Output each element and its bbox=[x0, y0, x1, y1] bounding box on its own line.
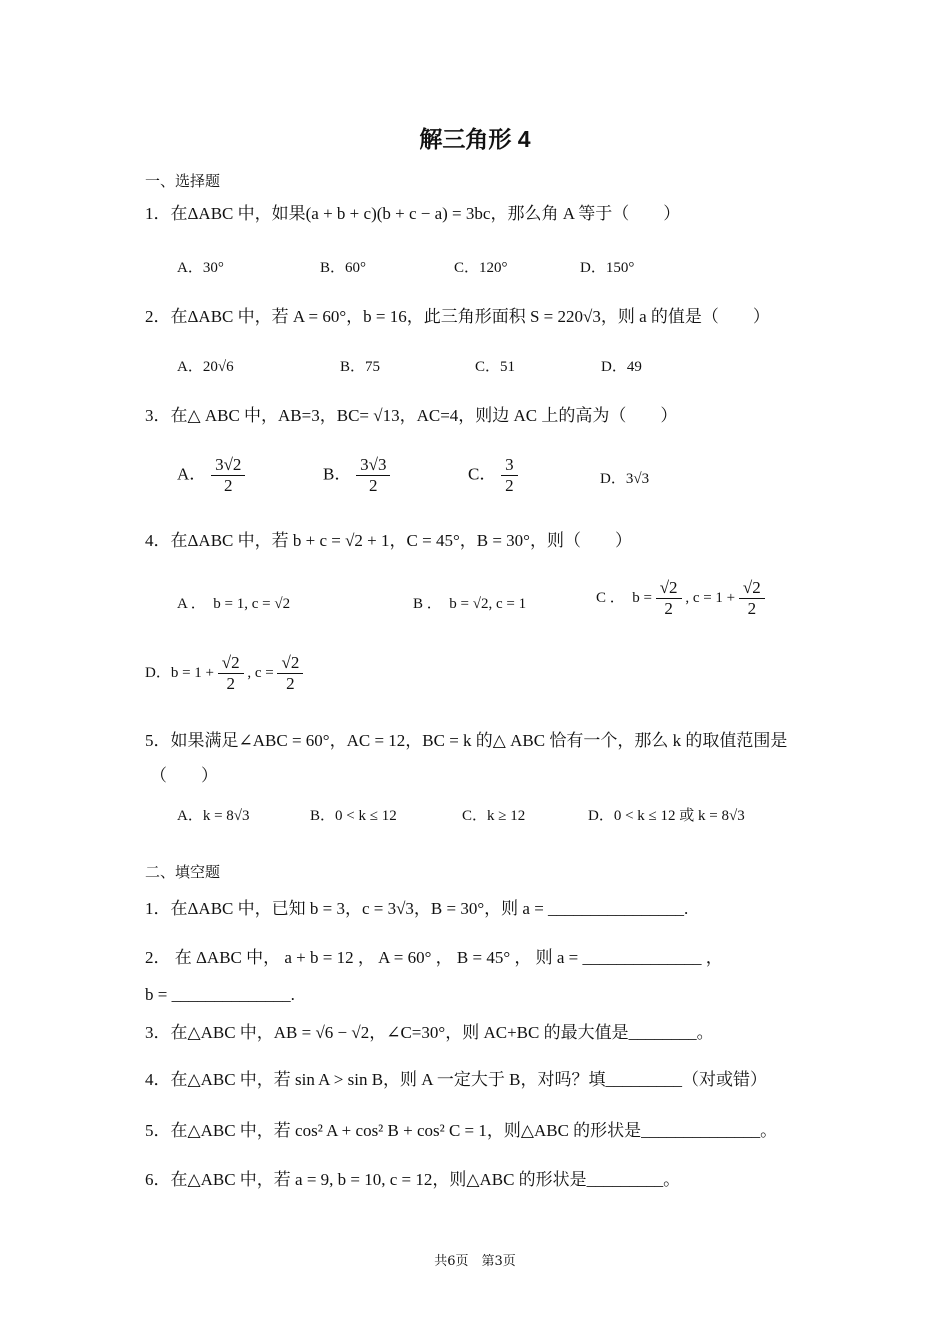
fill-question-3: 3．在△ABC 中，AB = √6 − √2，∠C=30°，则 AC+BC 的最大值是________。 bbox=[145, 1023, 714, 1042]
q1-option-c: C．120° bbox=[454, 260, 508, 276]
q4-option-d: D．b = 1 + $\frac{√2}{2}$ , c = $\frac{√2}{2}$ bbox=[145, 653, 303, 694]
page-footer: 共6页 第3页 bbox=[434, 1254, 516, 1269]
q1-option-d: D．150° bbox=[580, 260, 635, 276]
fill-question-4: 4．在△ABC 中，若 sin A > sin B，则 A 一定大于 B，对吗？填_________（对或错） bbox=[145, 1070, 767, 1089]
q1-option-b: B．60° bbox=[320, 260, 367, 276]
q3-option-d: D．3√3 bbox=[600, 471, 650, 487]
fraction: $\frac{√2}{2}$ bbox=[218, 653, 244, 694]
q3-option-c: C． $\frac{3}{2}$ bbox=[468, 455, 518, 496]
q2-option-a: A．20√6 bbox=[177, 359, 234, 375]
question-5-bracket: （ ） bbox=[150, 766, 218, 785]
q2-option-b: B．75 bbox=[340, 359, 381, 375]
fraction: $\frac{3√3}{2}$ bbox=[356, 455, 390, 496]
question-1: 1．在ΔABC 中，如果(a + b + c)(b + c − a) = 3bc，那么角 A 等于（ ） bbox=[145, 204, 681, 223]
section-fill-heading: 二、填空题 bbox=[145, 863, 221, 881]
q5-option-b: B．0 < k ≤ 12 bbox=[310, 808, 397, 824]
fraction: $\frac{3}{2}$ bbox=[501, 455, 518, 496]
fraction: $\frac{√2}{2}$ bbox=[739, 578, 765, 619]
q3-option-b: B． $\frac{3√3}{2}$ bbox=[323, 455, 390, 496]
page-title: 解三角形 4 bbox=[419, 126, 531, 152]
q4-option-a: A ． b = 1, c = √2 bbox=[177, 596, 291, 612]
q5-option-a: A．k = 8√3 bbox=[177, 808, 250, 824]
fill-question-1: 1．在ΔABC 中，已知 b = 3，c = 3√3，B = 30°，则 a = ________________. bbox=[145, 899, 689, 918]
q5-option-d: D．0 < k ≤ 12 或 k = 8√3 bbox=[588, 808, 745, 824]
q4-option-c: C ． b = $\frac{√2}{2}$ , c = 1 + $\frac{√2}{2}$ bbox=[596, 578, 765, 619]
section-choice-heading: 一、选择题 bbox=[145, 172, 221, 190]
question-2: 2．在ΔABC 中，若 A = 60°，b = 16，此三角形面积 S = 220√3，则 a 的值是（ ） bbox=[145, 307, 770, 326]
q4-option-b: B ． b = √2, c = 1 bbox=[413, 596, 527, 612]
fill-question-5: 5．在△ABC 中，若 cos² A + cos² B + cos² C = 1，则△ABC 的形状是______________。 bbox=[145, 1121, 778, 1140]
q1-option-a: A．30° bbox=[177, 260, 224, 276]
q3-option-a: A． $\frac{3√2}{2}$ bbox=[177, 455, 245, 496]
fill-question-6: 6．在△ABC 中，若 a = 9, b = 10, c = 12，则△ABC 的形状是_________。 bbox=[145, 1170, 681, 1189]
question-4: 4．在ΔABC 中，若 b + c = √2 + 1，C = 45°，B = 30°，则（ ） bbox=[145, 531, 632, 550]
fill-question-2: 2． 在 ΔABC 中， a + b = 12 ， A = 60° ， B = 45° ， 则 a = ______________ ， bbox=[145, 948, 723, 967]
fraction: $\frac{√2}{2}$ bbox=[656, 578, 682, 619]
fraction: $\frac{3√2}{2}$ bbox=[211, 455, 245, 496]
fraction: $\frac{√2}{2}$ bbox=[277, 653, 303, 694]
q2-option-d: D．49 bbox=[601, 359, 642, 375]
q5-option-c: C．k ≥ 12 bbox=[462, 808, 526, 824]
q2-option-c: C．51 bbox=[475, 359, 516, 375]
question-5: 5．如果满足∠ABC = 60°，AC = 12，BC = k 的△ ABC 恰有一个，那么 k 的取值范围是 bbox=[145, 731, 788, 750]
question-3: 3．在△ ABC 中，AB=3，BC= √13，AC=4，则边 AC 上的高为（ ） bbox=[145, 406, 678, 425]
fill-question-2-cont: b = ______________. bbox=[145, 985, 295, 1004]
